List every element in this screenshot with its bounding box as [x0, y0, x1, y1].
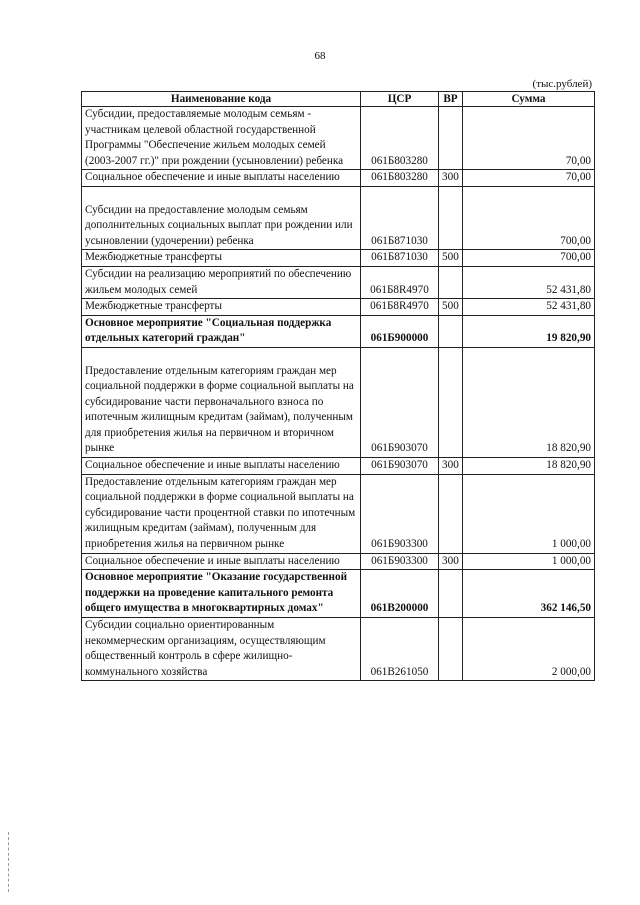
row-sum: 700,00 — [463, 250, 595, 267]
budget-table — [81, 91, 595, 681]
row-sum: 18 820,90 — [463, 347, 595, 457]
table-row — [82, 170, 595, 187]
row-spacer — [85, 187, 357, 203]
row-csr: 061Б871030 — [361, 186, 439, 249]
row-csr: 061В200000 — [361, 570, 439, 618]
row-sum: 52 431,80 — [463, 266, 595, 298]
table-row — [82, 570, 595, 618]
row-vr: 300 — [439, 170, 463, 187]
row-name-text: Межбюджетные трансферты — [85, 251, 222, 264]
row-name — [82, 474, 361, 553]
table-row — [82, 458, 595, 475]
header-sum: Сумма — [463, 92, 595, 107]
row-csr: 061В261050 — [361, 618, 439, 681]
row-name-text: Субсидии социально ориентированным некоммерческим организациям, осуществляющим общественный контроль в сфере жилищно-коммунального хозяйства — [85, 619, 326, 678]
row-vr — [439, 186, 463, 249]
header-vr: ВР — [439, 92, 463, 107]
row-sum: 52 431,80 — [463, 299, 595, 316]
row-csr: 061Б803280 — [361, 170, 439, 187]
row-name — [82, 186, 361, 249]
row-name-text: Субсидии, предоставляемые молодым семьям - участникам целевой областной государственной Программы "Обеспечение жильем молодых семей (2003-2007 гг.)" при рождении (усыновлении) ребенка — [85, 108, 344, 167]
row-name — [82, 266, 361, 298]
row-vr: 300 — [439, 458, 463, 475]
row-csr: 061Б8R4970 — [361, 299, 439, 316]
table-body — [82, 107, 595, 681]
table-row — [82, 474, 595, 553]
table-row — [82, 315, 595, 347]
row-sum: 70,00 — [463, 170, 595, 187]
table-header — [82, 92, 595, 107]
header-name: Наименование кода — [82, 92, 361, 107]
header-csr: ЦСР — [361, 92, 439, 107]
row-sum: 362 146,50 — [463, 570, 595, 618]
row-vr — [439, 570, 463, 618]
row-csr: 061Б871030 — [361, 250, 439, 267]
row-name-text: Предоставление отдельным категориям граждан мер социальной поддержки в форме социальной выплаты на субсидирование части процентной ставки по ипотечным жилищным кредитам (займам), полученным для приобретения жилья на первичном рынке — [85, 475, 356, 551]
row-name — [82, 170, 361, 187]
units-label: (тыс.рублей) — [532, 78, 592, 90]
row-vr: 500 — [439, 250, 463, 267]
row-csr: 061Б803280 — [361, 107, 439, 170]
row-vr — [439, 315, 463, 347]
row-name — [82, 315, 361, 347]
table-row — [82, 186, 595, 249]
row-name-text: Социальное обеспечение и иные выплаты населению — [85, 171, 340, 184]
row-name — [82, 107, 361, 170]
row-vr — [439, 266, 463, 298]
row-name — [82, 299, 361, 316]
row-csr: 061Б903300 — [361, 474, 439, 553]
table-row — [82, 250, 595, 267]
row-name-text: Основное мероприятие "Социальная поддержка отдельных категорий граждан" — [85, 316, 332, 345]
row-vr: 300 — [439, 553, 463, 570]
row-sum: 70,00 — [463, 107, 595, 170]
row-csr: 061Б8R4970 — [361, 266, 439, 298]
row-name-text: Основное мероприятие "Оказание государственной поддержки на проведение капитального ремонта общего имущества в многоквартирных домах" — [85, 571, 348, 615]
row-vr — [439, 474, 463, 553]
row-sum: 19 820,90 — [463, 315, 595, 347]
table-row — [82, 347, 595, 457]
header-row — [82, 92, 595, 107]
row-sum: 2 000,00 — [463, 618, 595, 681]
row-name-text: Субсидии на реализацию мероприятий по обеспечению жильем молодых семей — [85, 267, 352, 296]
row-name — [82, 250, 361, 267]
table-row — [82, 299, 595, 316]
row-name-text: Социальное обеспечение и иные выплаты населению — [85, 459, 340, 472]
row-vr: 500 — [439, 299, 463, 316]
row-name-text: Межбюджетные трансферты — [85, 300, 222, 313]
row-name — [82, 347, 361, 457]
row-vr — [439, 618, 463, 681]
row-spacer — [85, 348, 357, 364]
row-sum: 18 820,90 — [463, 458, 595, 475]
table-row — [82, 266, 595, 298]
table-row — [82, 553, 595, 570]
row-csr: 061Б903070 — [361, 347, 439, 457]
row-name — [82, 618, 361, 681]
row-csr: 061Б903300 — [361, 553, 439, 570]
row-csr: 061Б903070 — [361, 458, 439, 475]
row-name-text: Субсидии на предоставление молодым семьям дополнительных социальных выплат при рождении или усыновлении (удочерении) ребенка — [85, 203, 353, 247]
row-sum: 700,00 — [463, 186, 595, 249]
scan-margin-mark — [8, 832, 10, 892]
row-sum: 1 000,00 — [463, 474, 595, 553]
row-vr — [439, 107, 463, 170]
row-csr: 061Б900000 — [361, 315, 439, 347]
table-row — [82, 618, 595, 681]
row-name — [82, 458, 361, 475]
row-name — [82, 553, 361, 570]
row-sum: 1 000,00 — [463, 553, 595, 570]
row-name — [82, 570, 361, 618]
page-number: 68 — [314, 50, 326, 62]
row-name-text: Предоставление отдельным категориям граждан мер социальной поддержки в форме социальной выплаты на субсидирование части первоначального взноса по ипотечным жилищным кредитам (займам), полученным для приобретения жилья на первичном и вторичном рынке — [85, 364, 354, 455]
row-vr — [439, 347, 463, 457]
table-row — [82, 107, 595, 170]
row-name-text: Социальное обеспечение и иные выплаты населению — [85, 554, 340, 567]
